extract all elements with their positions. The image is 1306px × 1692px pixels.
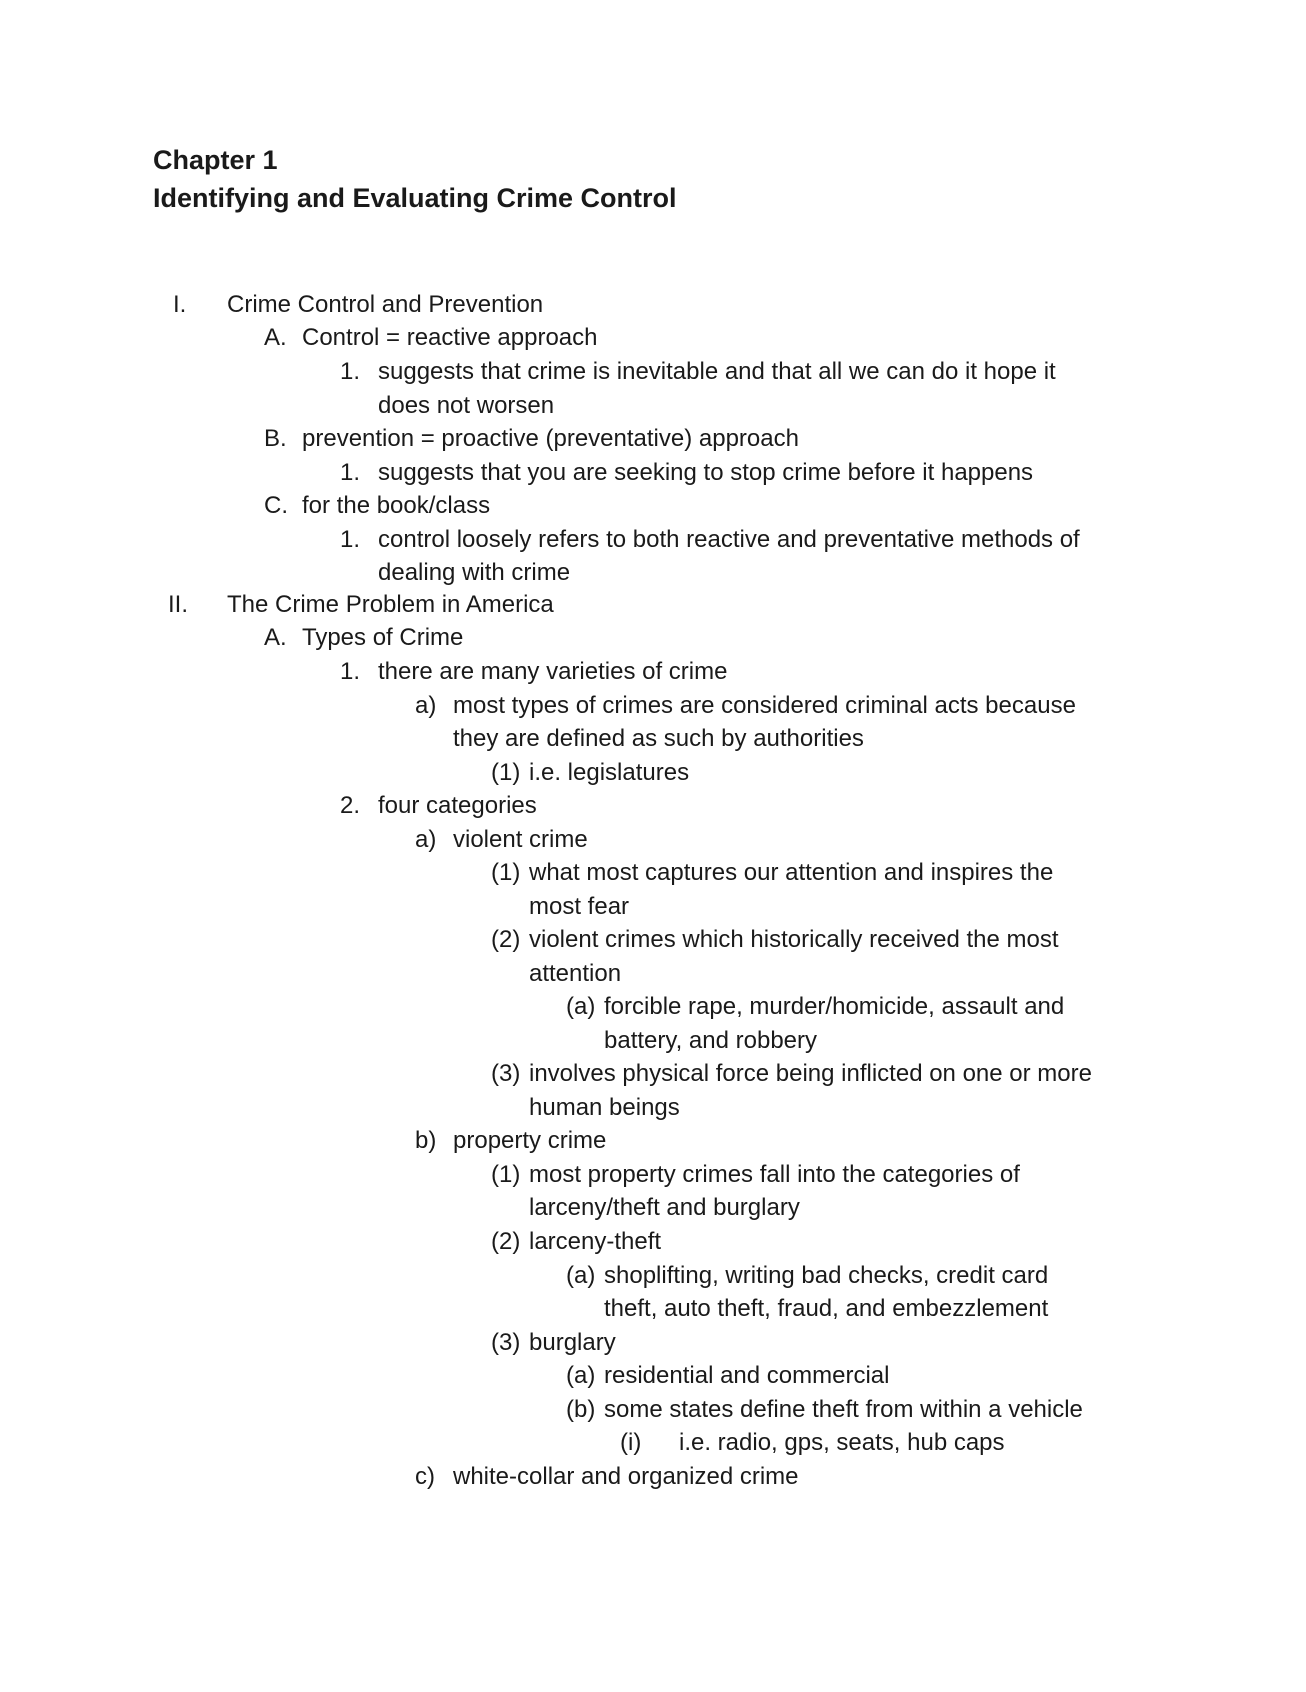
outline-marker: (3) <box>491 1329 521 1356</box>
outline-marker: (2) <box>491 1228 521 1255</box>
outline-item-continued: attention <box>529 960 622 987</box>
outline-marker: A. <box>264 324 287 351</box>
outline-item: violent crime <box>453 826 588 853</box>
outline-marker: 1. <box>340 459 361 486</box>
outline-item-continued: does not worsen <box>378 392 555 419</box>
outline-marker: B. <box>264 425 287 452</box>
outline-item: violent crimes which historically received the most <box>529 926 1059 953</box>
outline-item: involves physical force being inflicted on one or more <box>529 1060 1092 1087</box>
outline-item: i.e. radio, gps, seats, hub caps <box>679 1429 1005 1456</box>
outline-item: what most captures our attention and inspires the <box>529 859 1054 886</box>
outline-item-continued: human beings <box>529 1094 680 1121</box>
outline-item-continued: battery, and robbery <box>604 1027 818 1054</box>
chapter-number: Chapter 1 <box>153 145 278 175</box>
outline-item: there are many varieties of crime <box>378 658 728 685</box>
outline-marker: (a) <box>566 993 596 1020</box>
outline-item: residential and commercial <box>604 1362 890 1389</box>
outline-marker: b) <box>415 1127 437 1154</box>
outline-item: control loosely refers to both reactive and preventative methods of <box>378 526 1080 553</box>
outline-marker: (1) <box>491 859 521 886</box>
outline-item: i.e. legislatures <box>529 759 690 786</box>
outline-marker: A. <box>264 624 287 651</box>
chapter-title: Identifying and Evaluating Crime Control <box>153 183 677 213</box>
outline-item: Control = reactive approach <box>302 324 598 351</box>
outline-item: burglary <box>529 1329 616 1356</box>
outline-item: forcible rape, murder/homicide, assault and <box>604 993 1065 1020</box>
outline-item: larceny-theft <box>529 1228 662 1255</box>
outline-item: for the book/class <box>302 492 491 519</box>
outline-item: property crime <box>453 1127 607 1154</box>
outline-item-continued: they are defined as such by authorities <box>453 725 864 752</box>
outline-item: suggests that you are seeking to stop crime before it happens <box>378 459 1034 486</box>
outline-item: most types of crimes are considered criminal acts because <box>453 692 1076 719</box>
outline-item: white-collar and organized crime <box>453 1463 799 1490</box>
outline-marker: 1. <box>340 658 361 685</box>
outline-item: suggests that crime is inevitable and that all we can do it hope it <box>378 358 1056 385</box>
outline-marker: C. <box>264 492 288 519</box>
outline-marker: a) <box>415 826 437 853</box>
outline-marker: (b) <box>566 1396 596 1423</box>
outline-item: some states define theft from within a vehicle <box>604 1396 1083 1423</box>
outline-item: shoplifting, writing bad checks, credit card <box>604 1262 1049 1289</box>
outline-marker: (a) <box>566 1362 596 1389</box>
outline-item-continued: dealing with crime <box>378 559 571 586</box>
outline-item-continued: theft, auto theft, fraud, and embezzlement <box>604 1295 1049 1322</box>
outline-marker: a) <box>415 692 437 719</box>
outline-marker: (a) <box>566 1262 596 1289</box>
outline-marker: 1. <box>340 526 361 553</box>
outline-marker: (3) <box>491 1060 521 1087</box>
outline-marker: II. <box>168 591 189 618</box>
outline-marker: (2) <box>491 926 521 953</box>
outline-item-continued: larceny/theft and burglary <box>529 1194 800 1221</box>
outline-item: Crime Control and Prevention <box>227 291 544 318</box>
outline-marker: (1) <box>491 759 521 786</box>
outline-marker: 2. <box>340 792 361 819</box>
outline-marker: c) <box>415 1463 435 1490</box>
outline-marker: 1. <box>340 358 361 385</box>
outline-item: The Crime Problem in America <box>227 591 554 618</box>
outline-item-continued: most fear <box>529 893 630 920</box>
outline-item: prevention = proactive (preventative) approach <box>302 425 799 452</box>
outline-item: Types of Crime <box>302 624 464 651</box>
outline-item: four categories <box>378 792 537 819</box>
outline-marker: I. <box>173 291 187 318</box>
outline-marker: (1) <box>491 1161 521 1188</box>
outline-item: most property crimes fall into the categories of <box>529 1161 1020 1188</box>
outline-marker: (i) <box>620 1429 642 1456</box>
